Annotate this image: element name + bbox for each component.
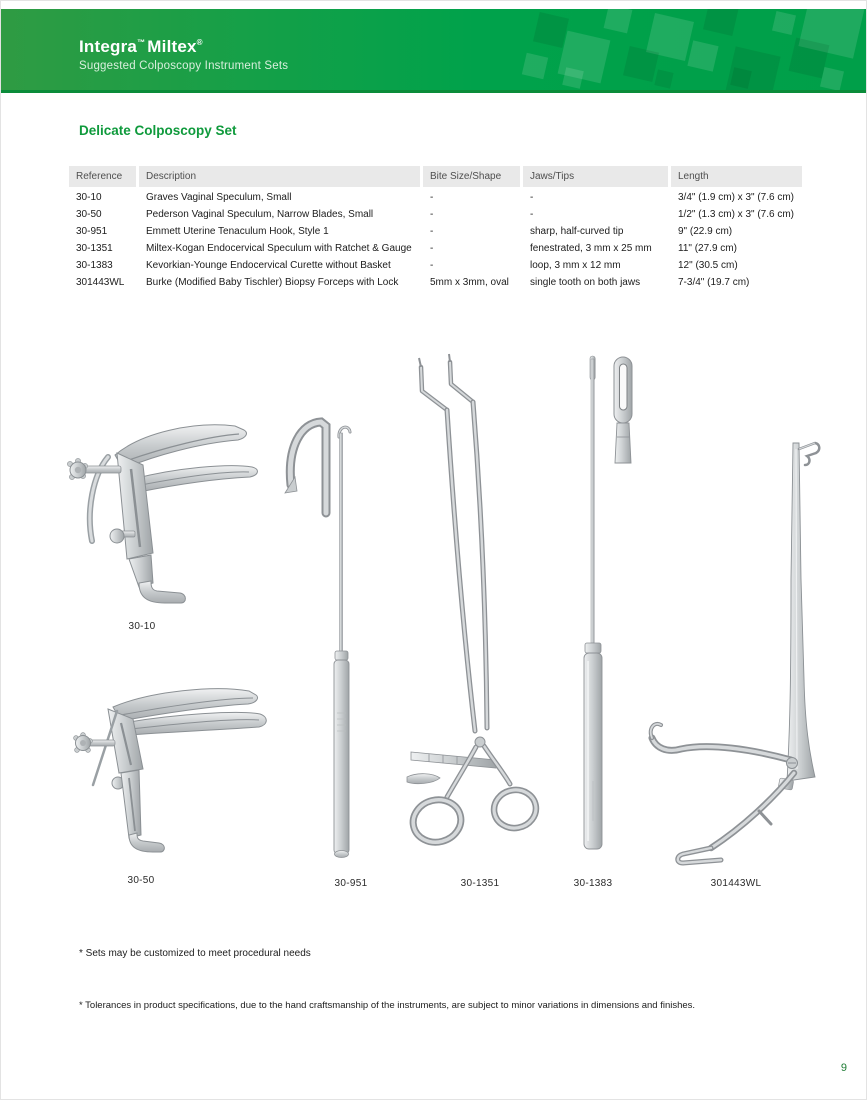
table-body bbox=[69, 189, 806, 291]
cell-length: 11" (27.9 cm) bbox=[678, 243, 737, 254]
cell-bite-size: - bbox=[430, 243, 434, 254]
cell-jaws-tips: single tooth on both jaws bbox=[530, 277, 641, 288]
cell-reference: 301443WL bbox=[76, 277, 125, 288]
table-header-row bbox=[69, 166, 806, 187]
footnote-tolerances: * Tolerances in product specifications, due to the hand craftsmanship of the instruments, are subject to minor variations in dimensions and finishes. bbox=[79, 1000, 696, 1011]
instrument-image-burke-biopsy-forceps-301443WL bbox=[641, 429, 836, 871]
cell-reference: 30-10 bbox=[76, 192, 102, 203]
cell-bite-size: - bbox=[430, 226, 434, 237]
table-row bbox=[69, 240, 806, 257]
cell-bite-size: - bbox=[430, 260, 434, 271]
column-header-jaws-tips: Jaws/Tips bbox=[523, 166, 668, 187]
cell-description: Kevorkian-Younge Endocervical Curette without Basket bbox=[146, 260, 391, 271]
cell-description: Miltex-Kogan Endocervical Speculum with Ratchet & Gauge bbox=[146, 243, 412, 254]
instrument-spec-table bbox=[69, 166, 806, 291]
cell-length: 7-3/4" (19.7 cm) bbox=[678, 277, 750, 288]
cell-bite-size: 5mm x 3mm, oval bbox=[430, 277, 509, 288]
instrument-label: 30-50 bbox=[127, 875, 155, 886]
mosaic-pattern bbox=[528, 9, 867, 90]
footnote-customization: * Sets may be customized to meet procedural needs bbox=[79, 948, 311, 959]
trademark-symbol: ™ bbox=[137, 38, 146, 47]
column-header-reference: Reference bbox=[69, 166, 136, 187]
cell-reference: 30-1383 bbox=[76, 260, 113, 271]
cell-jaws-tips: - bbox=[530, 209, 534, 220]
instrument-label: 30-10 bbox=[128, 621, 156, 632]
cell-jaws-tips: sharp, half-curved tip bbox=[530, 226, 624, 237]
cell-reference: 30-1351 bbox=[76, 243, 113, 254]
cell-reference: 30-50 bbox=[76, 209, 102, 220]
table-row bbox=[69, 223, 806, 240]
instrument-image-kogan-speculum-30-1351 bbox=[399, 353, 549, 881]
cell-bite-size: - bbox=[430, 192, 434, 203]
instrument-label: 30-951 bbox=[334, 878, 368, 889]
table-row bbox=[69, 189, 806, 206]
column-header-bite-size: Bite Size/Shape bbox=[423, 166, 520, 187]
cell-bite-size: - bbox=[430, 209, 434, 220]
cell-length: 12" (30.5 cm) bbox=[678, 260, 738, 271]
registered-symbol: ® bbox=[196, 38, 203, 47]
cell-jaws-tips: fenestrated, 3 mm x 25 mm bbox=[530, 243, 652, 254]
banner-text bbox=[79, 33, 288, 72]
column-header-length: Length bbox=[671, 166, 802, 187]
instrument-label: 30-1351 bbox=[460, 878, 500, 889]
cell-jaws-tips: - bbox=[530, 192, 534, 203]
instrument-image-kevorkian-curette-30-1383 bbox=[575, 351, 645, 863]
instrument-label: 30-1383 bbox=[573, 878, 613, 889]
instrument-image-pederson-speculum-30-50 bbox=[63, 683, 268, 863]
cell-description: Emmett Uterine Tenaculum Hook, Style 1 bbox=[146, 226, 329, 237]
column-header-description: Description bbox=[139, 166, 420, 187]
banner-subtitle: Suggested Colposcopy Instrument Sets bbox=[79, 60, 289, 72]
cell-description: Graves Vaginal Speculum, Small bbox=[146, 192, 292, 203]
instrument-image-emmett-hook-30-951 bbox=[279, 413, 374, 863]
cell-length: 9" (22.9 cm) bbox=[678, 226, 733, 237]
instrument-label: 301443WL bbox=[710, 878, 762, 889]
section-title: Delicate Colposcopy Set bbox=[79, 123, 237, 138]
cell-description: Burke (Modified Baby Tischler) Biopsy Forceps with Lock bbox=[146, 277, 399, 288]
table-row bbox=[69, 274, 806, 291]
table-row bbox=[69, 257, 806, 274]
cell-jaws-tips: loop, 3 mm x 12 mm bbox=[530, 260, 621, 271]
table-row bbox=[69, 206, 806, 223]
cell-length: 3/4" (1.9 cm) x 3" (7.6 cm) bbox=[678, 192, 795, 203]
instrument-image-graves-speculum-30-10 bbox=[53, 373, 268, 623]
brand-title: Integra™ Miltex® bbox=[79, 37, 203, 56]
cell-description: Pederson Vaginal Speculum, Narrow Blades, Small bbox=[146, 209, 374, 220]
cell-length: 1/2" (1.3 cm) x 3" (7.6 cm) bbox=[678, 209, 795, 220]
page-number: 9 bbox=[840, 1062, 847, 1074]
page-header-banner bbox=[1, 9, 867, 93]
cell-reference: 30-951 bbox=[76, 226, 108, 237]
